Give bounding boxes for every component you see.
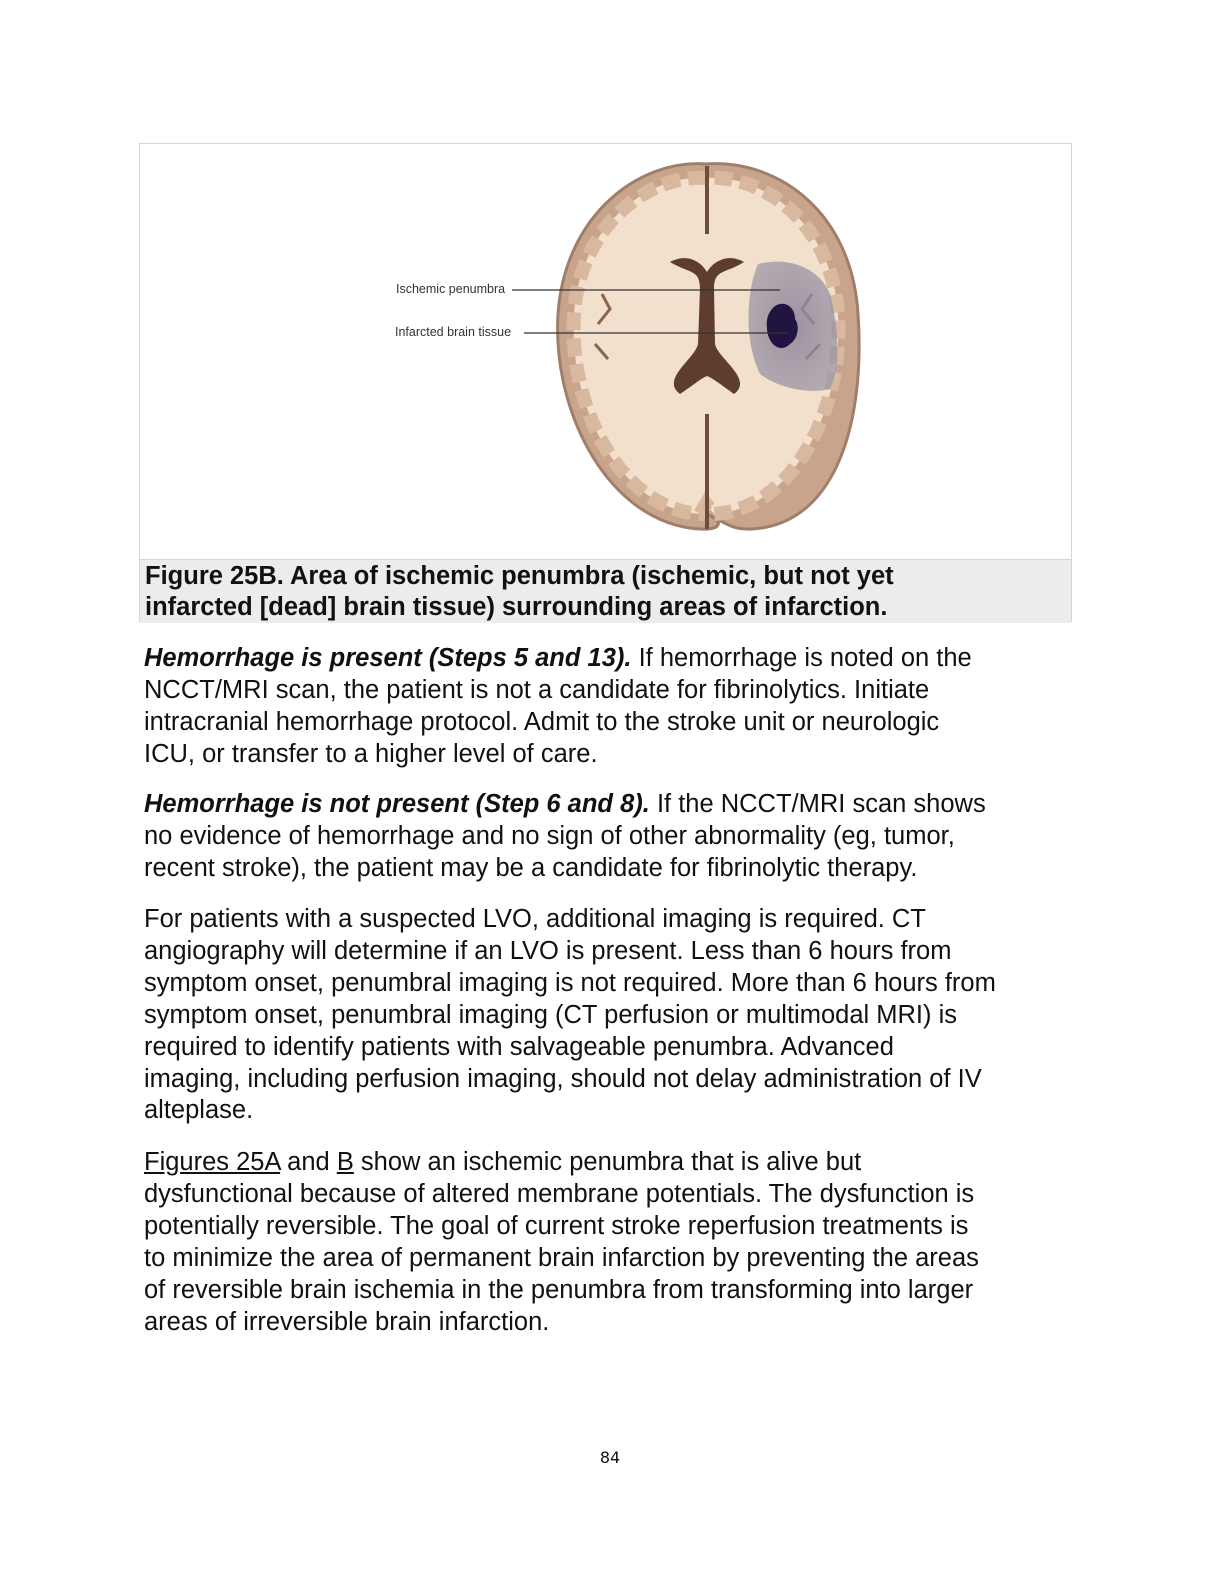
- caption-line: infarcted [dead] brain tissue) surrounding areas of infarction.: [145, 593, 888, 621]
- text-line: to minimize the area of permanent brain infarction by preventing the areas: [144, 1243, 979, 1272]
- label-ischemic-penumbra: Ischemic penumbra: [396, 282, 506, 296]
- text-line: ICU, or transfer to a higher level of care.: [144, 739, 598, 768]
- text-line: no evidence of hemorrhage and no sign of other abnormality (eg, tumor,: [144, 821, 955, 850]
- text-line: areas of irreversible brain infarction.: [144, 1307, 550, 1336]
- link-figure-25a[interactable]: Figures 25A: [144, 1148, 281, 1176]
- text-fragment: and: [280, 1148, 337, 1176]
- brain-illustration: [140, 144, 1070, 559]
- text-line: potentially reversible. The goal of current stroke reperfusion treatments is: [144, 1211, 969, 1240]
- text-line: NCCT/MRI scan, the patient is not a candidate for fibrinolytics. Initiate: [144, 675, 930, 704]
- paragraph-penumbra-explanation: [144, 1147, 979, 1338]
- text-line: recent stroke), the patient may be a candidate for fibrinolytic therapy.: [144, 853, 918, 882]
- paragraph-lvo-imaging: [144, 904, 996, 1127]
- text-line: required to identify patients with salvageable penumbra. Advanced: [144, 1032, 894, 1061]
- text-line: dysfunctional because of altered membrane potentials. The dysfunction is: [144, 1179, 975, 1208]
- text-line: symptom onset, penumbral imaging (CT perfusion or multimodal MRI) is: [144, 1000, 957, 1029]
- figure-25b: [139, 143, 1072, 622]
- link-figure-25b[interactable]: B: [336, 1148, 354, 1176]
- text-line: If hemorrhage is noted on the: [631, 644, 972, 672]
- text-line: For patients with a suspected LVO, additional imaging is required. CT: [144, 905, 926, 933]
- paragraph-hemorrhage-present: [144, 643, 972, 771]
- label-infarcted-brain-tissue: Infarcted brain tissue: [395, 325, 512, 339]
- text-line: angiography will determine if an LVO is present. Less than 6 hours from: [144, 936, 952, 965]
- text-line: imaging, including perfusion imaging, should not delay administration of IV: [144, 1064, 982, 1093]
- paragraph-lead: Hemorrhage is not present (Step 6 and 8).: [144, 790, 650, 818]
- figure-caption: [140, 559, 1071, 623]
- caption-line: Figure 25B. Area of ischemic penumbra (ischemic, but not yet: [145, 562, 894, 590]
- text-line: symptom onset, penumbral imaging is not required. More than 6 hours from: [144, 968, 996, 997]
- text-line: of reversible brain ischemia in the penumbra from transforming into larger: [144, 1275, 974, 1304]
- paragraph-hemorrhage-not-present: [144, 789, 986, 885]
- text-line: alteplase.: [144, 1096, 254, 1125]
- text-line: If the NCCT/MRI scan shows: [649, 790, 986, 818]
- text-fragment: show an ischemic penumbra that is alive but: [353, 1148, 862, 1176]
- page-number: 84: [599, 1448, 621, 1467]
- paragraph-lead: Hemorrhage is present (Steps 5 and 13).: [144, 644, 632, 672]
- text-line: intracranial hemorrhage protocol. Admit to the stroke unit or neurologic: [144, 707, 940, 736]
